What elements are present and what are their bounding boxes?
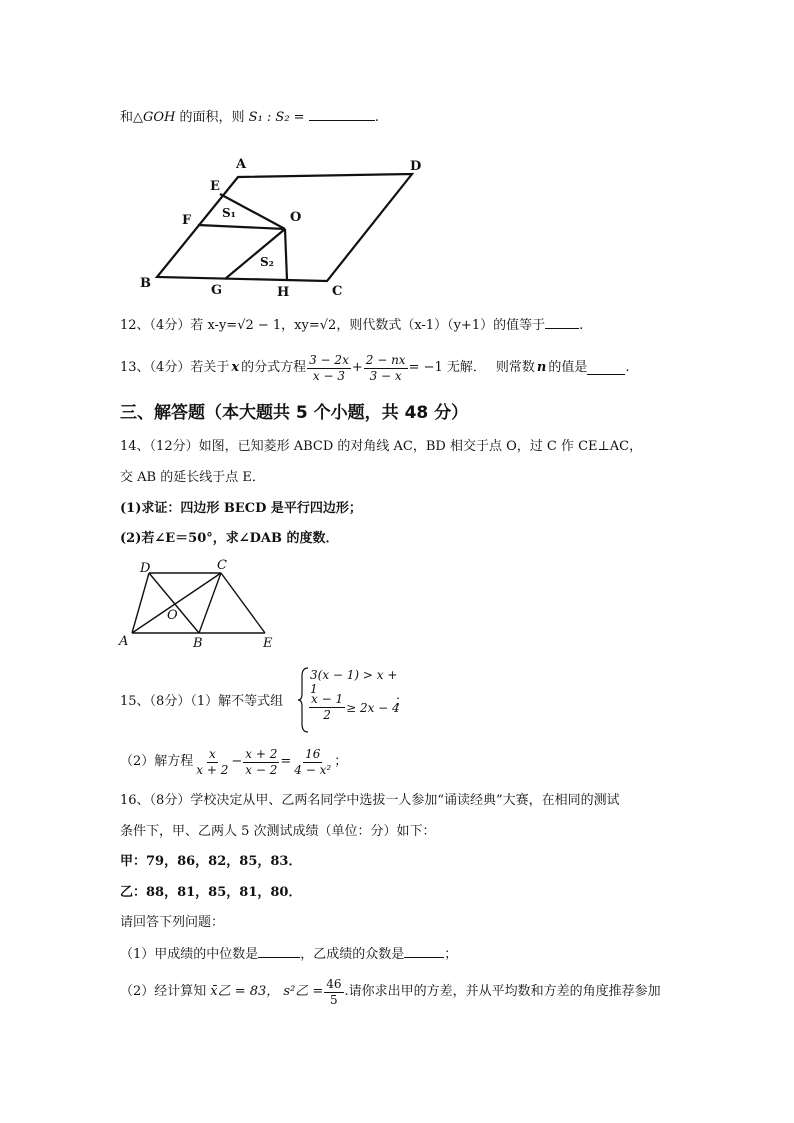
q16-yi: 乙：88，81，85，81，80． (120, 885, 302, 900)
q16-line2: 条件下，甲、乙两人 5 次测试成绩（单位：分）如下： (120, 824, 436, 839)
q15-part2 (120, 742, 347, 782)
q13-tail1: 则常数 (495, 360, 535, 375)
label-h: H (277, 285, 290, 300)
label-d14: D (140, 561, 151, 576)
q16-jia: 甲：79，86，82，85，83． (120, 854, 302, 869)
label-s1: S₁ (222, 206, 236, 220)
figure-q11-parallelogram (130, 150, 450, 305)
q13-answer-blank[interactable] (587, 362, 625, 375)
q16-line1: 16、（8分）学校决定从甲、乙两名同学中选拔一人参加“诵读经典”大赛，在相同的测试 (120, 793, 620, 808)
q16-part1 (120, 945, 457, 964)
q11-text (120, 108, 379, 127)
q16-p2a: （2）经计算知 (120, 984, 207, 999)
q14-line2: 交 AB 的延长线于点 E． (120, 470, 265, 485)
q13-mid: 的分式方程 (241, 360, 307, 375)
q11-answer-blank[interactable] (309, 108, 375, 121)
q13-text (120, 348, 630, 388)
q12-tail: ，则代数式（x-1）（y+1）的值等于 (336, 318, 546, 333)
q15-part2-label: （2）解方程 (120, 754, 194, 769)
q16-mode-blank[interactable] (404, 945, 444, 958)
q16-p1b: ，乙成绩的众数是 (300, 947, 405, 962)
q15-ineq2: $\frac{x - 1}{2}$ ≥ 2x − 4 (311, 692, 400, 722)
q11-prefix: 和 (120, 110, 134, 125)
label-a14: A (119, 634, 129, 649)
q11-middle: 的面积，则 (175, 110, 249, 125)
label-s2: S₂ (260, 255, 274, 269)
q16-var-fraction: $\frac{46}{5}$ (326, 976, 342, 1007)
label-o: O (290, 210, 302, 225)
q11-end: . (374, 110, 379, 125)
q15-semicolon1: ； (395, 694, 409, 709)
q16-var: s²乙 = (283, 984, 324, 999)
q15-eq: = (280, 754, 292, 769)
label-b: B (140, 276, 151, 291)
q13-rhs: = −1 无解． (408, 360, 486, 375)
q13-plus: + (351, 360, 363, 375)
q11-ratio: S₁ : S₂ = (248, 110, 305, 125)
label-a: A (236, 157, 247, 172)
label-e14: E (263, 636, 273, 651)
label-o14: O (167, 608, 178, 623)
q14-line1: 14、（12分）如图，已知菱形 ABCD 的对角线 AC，BD 相交于点 O，过 C 作 CE⊥AC， (120, 439, 643, 454)
label-f: F (182, 213, 192, 228)
label-d: D (410, 159, 422, 174)
q12-text (120, 316, 583, 335)
q16-ask: 请回答下列问题： (120, 915, 225, 930)
q16-median-blank[interactable] (258, 945, 300, 958)
q12-answer-blank[interactable] (545, 316, 579, 329)
q13-number: 13、（4分）若关于 (120, 360, 230, 375)
q16-part2 (120, 972, 661, 1012)
q13-var-n: n (536, 360, 547, 375)
q15-inequality-system (298, 666, 408, 734)
q15-part1: 15、（8分）（1）解不等式组 (120, 694, 284, 709)
q14-line3: (1)求证：四边形 BECD 是平行四边形； (120, 501, 362, 516)
q13-fraction-2: $\frac{2 - nx}{3 - x}$ (365, 352, 406, 383)
q14-line4: (2)若∠E＝50°，求∠DAB 的度数． (120, 531, 339, 546)
q12-number: 12、（4分）若 x-y= (120, 318, 238, 333)
q13-fraction-1: $\frac{3 - 2x}{x - 3}$ (309, 352, 349, 383)
q12-eq2: √2 (319, 318, 337, 333)
q13-end: . (625, 360, 630, 375)
label-e: E (210, 179, 220, 194)
q15-frac2: $\frac{x + 2}{x - 2}$ (245, 746, 278, 777)
q13-tail2: 的值是 (548, 360, 588, 375)
q15-frac3: $\frac{16}{\text{4 − x²}}$ (294, 746, 332, 777)
q16-p1c: ； (444, 947, 458, 962)
q15-semicolon2: ； (334, 754, 348, 769)
q11-triangle: △GOH (133, 110, 176, 125)
label-g: G (211, 283, 223, 298)
q15-minus: − (231, 754, 243, 769)
q12-end: . (579, 318, 584, 333)
q16-p1a: （1）甲成绩的中位数是 (120, 947, 259, 962)
q16-mean: x̄乙 = 83， (210, 984, 280, 999)
q15-ineq1: 3(x − 1) > x + 1 (310, 668, 398, 696)
section-heading: 三、解答题（本大题共 5 个小题，共 48 分） (120, 403, 469, 423)
q12-mid: ，xy= (281, 318, 320, 333)
q15-frac1: $\frac{x}{x + 2}$ (196, 746, 229, 777)
label-b14: B (193, 636, 203, 651)
figure-q14-rhombus (115, 558, 290, 653)
label-c14: C (217, 558, 227, 573)
q16-p2b: .请你求出甲的方差，并从平均数和方差的角度推荐参加 (344, 984, 661, 999)
label-c: C (332, 284, 343, 299)
q12-eq1: √2 − 1 (237, 318, 282, 333)
q13-var-x: x (231, 360, 240, 375)
